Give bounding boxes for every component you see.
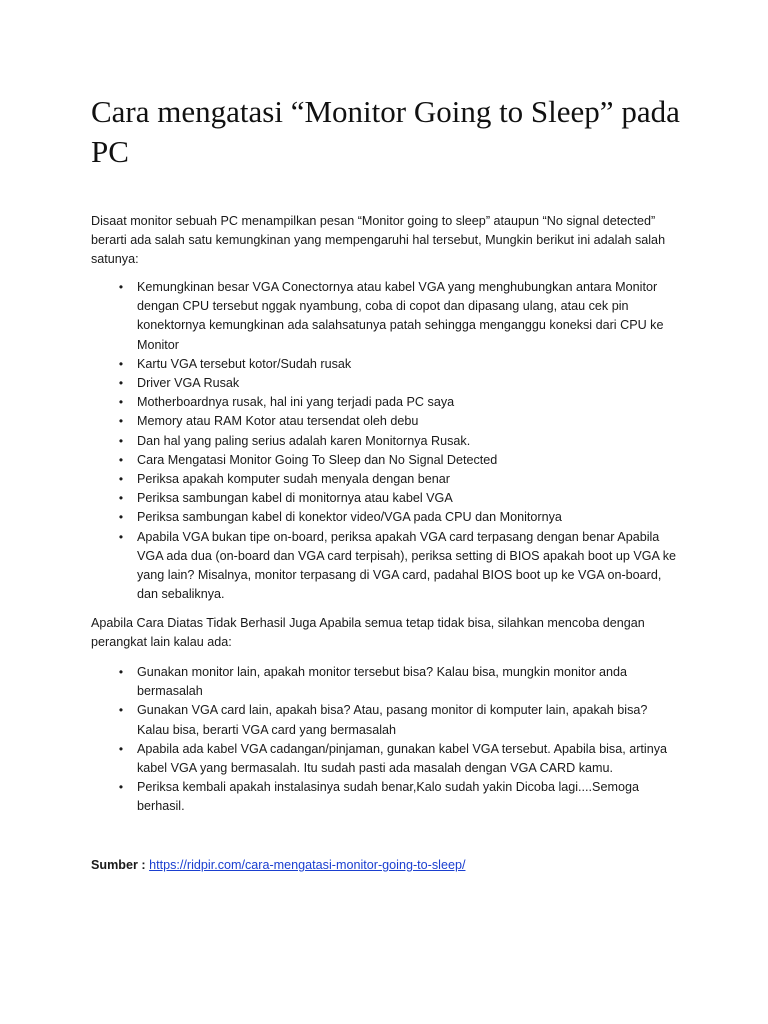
bullet-icon: • [118,472,124,487]
bullet-icon: • [118,703,124,718]
fallback-paragraph: Apabila Cara Diatas Tidak Berhasil Juga Apabila semua tetap tidak bisa, silahkan mencoba dengan perangkat lain kalau ada: [91,616,645,650]
list-item-text: Periksa sambungan kabel di monitornya atau kabel VGA [137,491,453,506]
list-item [91,508,681,527]
causes-list [91,278,681,604]
source-label: Sumber : [91,858,146,872]
source-link[interactable]: https://ridpir.com/cara-mengatasi-monitor-going-to-sleep/ [149,858,466,872]
list-item [91,470,681,489]
list-item [91,451,681,470]
list-item-text: Memory atau RAM Kotor atau tersendat oleh debu [137,414,419,429]
bullet-icon: • [118,452,124,467]
list-item-text: Dan hal yang paling serius adalah karen Monitornya Rusak. [137,433,471,448]
list-item-text: Kartu VGA tersebut kotor/Sudah rusak [137,356,352,371]
list-item-text: Motherboardnya rusak, hal ini yang terjadi pada PC saya [137,395,455,410]
bullet-icon: • [118,356,124,371]
bullet-icon: • [118,529,124,544]
alternatives-list [91,663,681,817]
list-item-text: Periksa kembali apakah instalasinya sudah benar,Kalo sudah yakin Dicoba lagi....Semoga berhasil. [137,780,639,814]
source-line [91,856,681,875]
bullet-icon: • [118,433,124,448]
intro-paragraph: Disaat monitor sebuah PC menampilkan pesan “Monitor going to sleep” ataupun “No signal detected” berarti ada salah satu kemungkinan yang mempengaruhi hal tersebut, Mungkin berikut ini adalah salah satunya: [91,214,666,267]
bullet-icon: • [118,741,124,756]
list-item [91,528,681,605]
bullet-icon: • [118,280,124,294]
list-item-text: Gunakan monitor lain, apakah monitor tersebut bisa? Kalau bisa, mungkin monitor anda bermasalah [137,665,628,699]
bullet-icon: • [118,510,124,525]
list-item [91,393,681,412]
list-item [91,355,681,374]
list-item-text: Periksa sambungan kabel di konektor video/VGA pada CPU dan Monitornya [137,510,562,525]
list-item-text: Driver VGA Rusak [137,376,240,391]
bullet-icon: • [118,414,124,429]
list-item [91,489,681,508]
list-item [91,740,681,778]
bullet-icon: • [118,491,124,506]
list-item-text: Apabila VGA bukan tipe on-board, periksa apakah VGA card terpasang dengan benar Apabila VGA ada dua (on-board dan VGA card terpisah), periksa setting di BIOS apakah boot up VGA ke yang lain? Misalnya, monitor terpasang di VGA card, padahal BIOS boot up ke VGA on-board, dan sebaliknya. [137,529,677,602]
list-item-text: Gunakan VGA card lain, apakah bisa? Atau, pasang monitor di komputer lain, apakah bisa? Kalau bisa, berarti VGA card yang bermasalah [137,703,648,737]
list-item-text: Apabila ada kabel VGA cadangan/pinjaman, gunakan kabel VGA tersebut. Apabila bisa, artinya kabel VGA yang bermasalah. Itu sudah pasti ada masalah dengan VGA CARD kamu. [137,741,668,776]
list-item [91,663,681,701]
list-item [91,412,681,431]
list-item-text: Cara Mengatasi Monitor Going To Sleep dan No Signal Detected [137,452,498,467]
list-item [91,278,681,355]
list-item [91,374,681,393]
list-item [91,432,681,451]
bullet-icon: • [118,376,124,391]
list-item-text: Kemungkinan besar VGA Conectornya atau kabel VGA yang menghubungkan antara Monitor dengan CPU tersebut nggak nyambung, coba di copot dan dipasang ulang, atau cek pin konektornya kemungkinan ada salahsatunya patah sehingga menganggu koneksi dari CPU ke Monitor [137,280,664,352]
list-item [91,778,681,816]
list-item [91,701,681,739]
list-item-text: Periksa apakah komputer sudah menyala dengan benar [137,472,450,487]
bullet-icon: • [118,395,124,410]
bullet-icon: • [118,780,124,795]
document-title: Cara mengatasi “Monitor Going to Sleep” pada PC [91,94,680,169]
bullet-icon: • [118,665,124,679]
